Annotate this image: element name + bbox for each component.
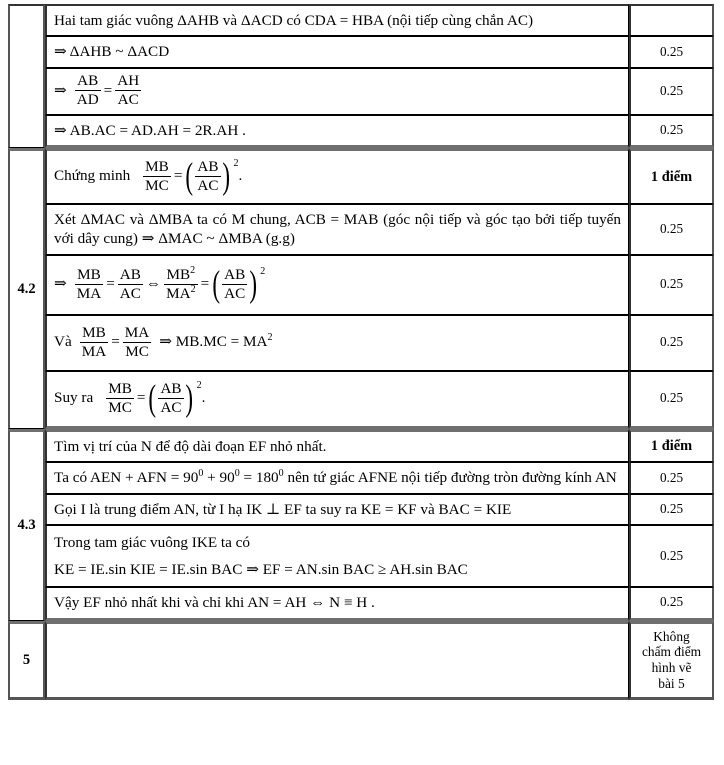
solution-text-r12: Gọi I là trung điểm AN, từ I hạ IK ⊥ EF ta suy ra KE = KF và BAC = KIE [54,500,512,518]
solution-cell-r8 [45,315,629,371]
table-row [8,315,714,371]
fraction-ma-mc: $\frac{MA}{MC}$ [124,324,150,360]
solution-cell-r12 [45,494,629,525]
question-number-cell-4-2: 4.2 [8,148,45,429]
score-cell-r2: 0.25 [629,36,714,67]
table-row [8,115,714,148]
equals-sign: = [136,389,146,407]
solution-cell-r11 [45,462,629,493]
table-row [8,621,714,700]
table-row [8,525,714,587]
solution-cell-r5 [45,148,629,204]
score-cell-r8: 0.25 [629,315,714,371]
fraction-mb2-ma2: $\frac{MB^2}{MA^2}$ [166,265,196,302]
solution-cell-r14 [45,587,629,620]
implication-text: ⇒ MB.MC = MA [159,333,268,351]
fraction-ah-ac: $\frac{AH}{AC}$ [117,72,140,109]
solution-cell-r4 [45,115,629,148]
equals-sign: = [103,81,113,99]
power-group-r9 [146,379,202,417]
score-cell-r3: 0.25 [629,68,714,115]
score-note-line-4: bài 5 [658,676,685,692]
math-op: ⇒ [54,81,67,99]
score-cell-r4: 0.25 [629,115,714,148]
solution-cell-r9 [45,371,629,429]
score-note-line-2: chấm điểm [641,644,702,660]
exponent: 2 [260,265,266,277]
equals-sign: = [106,275,115,293]
score-cell-r1 [629,4,714,36]
exponent: 2 [267,332,273,344]
table-row [8,587,714,620]
table-row [8,204,714,255]
power-group-r7 [210,265,266,303]
solution-cell-r1 [45,4,629,36]
math-expression-r9 [54,379,206,416]
degree-exponent: 0 [234,468,240,480]
table-row [8,371,714,429]
solution-text-r10: Tìm vị trí của N để độ dài đoạn EF nhỏ nhất. [54,437,327,455]
table-row [8,462,714,493]
math-expression-r8 [54,324,273,360]
equals-sign: = [200,275,210,293]
solution-text-r14: Vậy EF nhỏ nhất khi và chỉ khi AN = AH ⇔ N ≡ H . [54,594,375,612]
statement-lead-r8: Và [54,333,72,351]
solution-cell-r2 [45,36,629,67]
solution-text-r1: Hai tam giác vuông ΔAHB và ΔACD có CDA = HBA (nội tiếp cùng chắn AC) [54,12,534,29]
solution-cell-r13 [45,525,629,587]
period: . [201,389,206,407]
question-number-cell-4-3: 4.3 [8,429,45,621]
statement-lead-r5: Chứng minh [54,167,131,185]
question-number-cell-group1 [8,4,45,148]
solution-text-r2: ⇒ ΔAHB ~ ΔACD [54,43,170,61]
score-cell-r10: 1 điểm [629,429,714,462]
solution-text-r6: Xét ΔMAC và ΔMBA ta có M chung, ACB = MAB (góc nội tiếp và góc tạo bởi tiếp tuyến với dây cung) ⇒ ΔMAC ~ ΔMBA (g.g) [54,210,621,248]
solution-text-r13-line2: KE = IE.sin KIE = IE.sin BAC ⇒ EF = AN.sin BAC ≥ AH.sin BAC [54,560,468,578]
fraction-mb-ma: $\frac{MB}{MA}$ [81,324,107,360]
paren-group-ab-ac: ( $\frac{AB}{AC}$ ) [146,382,195,417]
table-row [8,36,714,67]
solution-cell-r15 [45,621,629,700]
statement-lead-r9: Suy ra [54,389,94,407]
paren-group-ab-ac: ( $\frac{AB}{AC}$ ) [210,268,259,303]
iff-sign: ⇔ [145,275,162,293]
math-op: ⇒ [54,275,67,293]
fraction-mb-mc: $\frac{MB}{MC}$ [108,380,132,416]
table-row [8,68,714,115]
score-cell-r11: 0.25 [629,462,714,493]
solution-text-r4: ⇒ AB.AC = AD.AH = 2R.AH . [54,121,246,139]
exponent: 2 [190,265,196,276]
degree-exponent: 0 [198,468,204,480]
score-cell-r6: 0.25 [629,204,714,255]
solution-text-r11: Ta có AEN + AFN = $90^0 + 90^0 = 180^0$ nên tứ giác AFNE nội tiếp đường tròn đường kính AN [54,468,617,487]
fraction-mb-ma: $\frac{MB}{MA}$ [76,266,102,302]
score-cell-r13: 0.25 [629,525,714,587]
table-row [8,429,714,462]
fraction-ab-ad: $\frac{AB}{AD}$ [76,72,99,109]
question-number-cell-5: 5 [8,621,45,700]
score-cell-r15 [629,621,714,700]
math-expression-r3 [54,72,143,109]
table-row [8,4,714,36]
math-expression-r7 [54,265,266,302]
exponent: 2 [196,379,202,391]
period: . [238,167,243,185]
score-cell-r9: 0.25 [629,371,714,429]
score-note-line-3: hình vẽ [651,660,692,676]
score-cell-r12: 0.25 [629,494,714,525]
solution-cell-r6 [45,204,629,255]
table-row [8,494,714,525]
solution-cell-r3 [45,68,629,115]
fraction-mb-mc: $\frac{MB}{MC}$ [145,158,169,194]
score-cell-r14: 0.25 [629,587,714,620]
fraction-ab-ac: $\frac{AB}{AC}$ [119,266,141,302]
paren-group-ab-ac: ( $\frac{AB}{AC}$ ) [183,160,232,195]
degree-exponent: 0 [278,468,284,480]
score-cell-r7: 0.25 [629,255,714,315]
equals-sign: = [111,333,120,351]
solution-cell-r7 [45,255,629,315]
table-row [8,255,714,315]
score-note-line-1: Không [653,628,690,644]
answer-key-table [8,4,714,700]
solution-text-r13-line1: Trong tam giác vuông IKE ta có [54,534,250,552]
table-row [8,148,714,204]
power-group-r5 [183,157,239,195]
exponent: 2 [190,283,196,295]
exponent: 2 [233,157,239,169]
equals-sign: = [173,167,183,185]
solution-cell-r10 [45,429,629,462]
score-cell-r5: 1 điểm [629,148,714,204]
math-expression-r5 [54,157,243,194]
